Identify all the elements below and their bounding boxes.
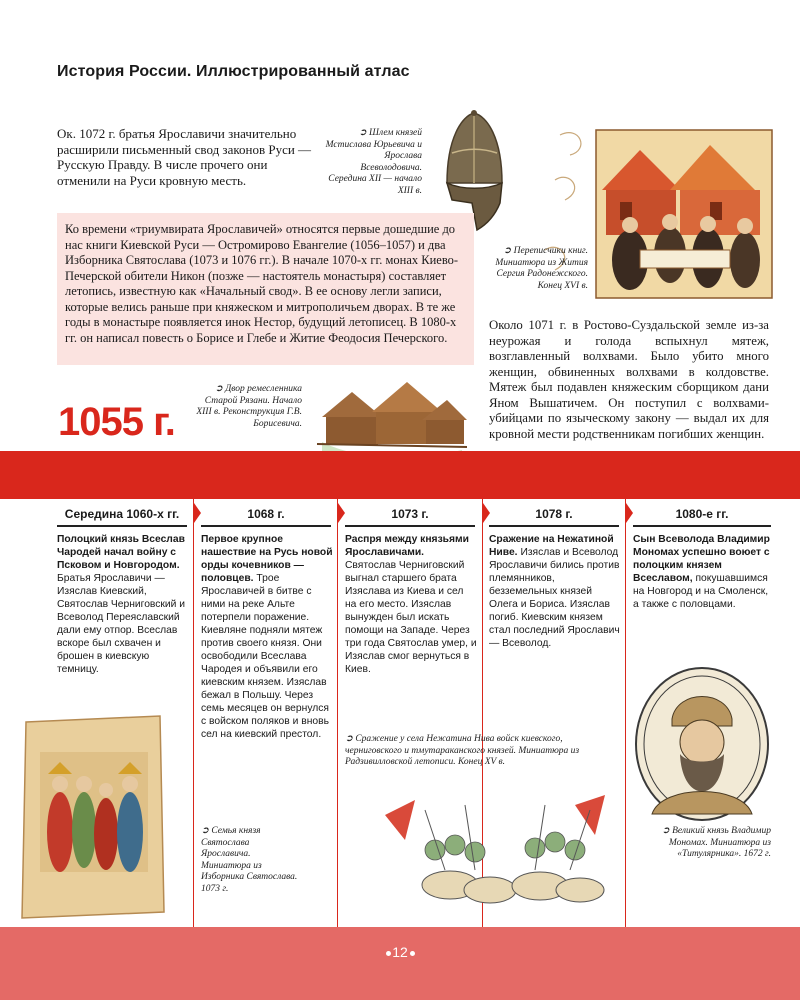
arrow-icon: ➲	[214, 384, 226, 394]
timeline-entry	[201, 533, 333, 741]
column-divider	[337, 499, 338, 927]
timeline-entry-title: Сражение на Нежатиной Ниве.	[489, 534, 614, 558]
courtyard-caption: ➲ Двор ремесленника Старой Рязани. Начало XIII в. Реконструкция Г.В. Борисевича.	[196, 384, 302, 429]
timeline-date: 1080-е гг.	[633, 507, 771, 527]
monomakh-portrait	[632, 664, 772, 824]
battle-miniature	[345, 790, 615, 920]
family-miniature	[18, 712, 168, 922]
timeline-entry-text: Братья Ярославичи — Изяслав Киевский, Святослав Черниговский и Всеволод Переяславский дали ему отпор. Всеслав вскоре был схвачен и брошен в киевскую темницу.	[57, 573, 186, 675]
arrow-icon: ➲	[358, 128, 370, 138]
divider-notch	[194, 503, 201, 523]
intro-paragraph: Ок. 1072 г. братья Ярославичи значительно расширили письменный свод законов Руси — Русскую Правду. В числе прочего они отменили на Руси кровную месть.	[57, 126, 312, 188]
timeline-entry	[633, 533, 771, 611]
timeline-band	[0, 451, 800, 499]
arrow-icon: ➲	[661, 826, 673, 836]
column-divider	[193, 499, 194, 927]
column-divider	[625, 499, 626, 927]
family-caption: ➲ Семья князя Святослава Ярославича. Миниатюра из Изборника Святослава. 1073 г.	[201, 826, 298, 894]
page-title: История России. Иллюстрированный атлас	[57, 63, 410, 80]
timeline-entry-title: Полоцкий князь Всеслав Чародей начал войну с Псковом и Новгородом.	[57, 534, 185, 571]
arrow-icon: ➲	[201, 826, 212, 836]
timeline-entry-text: Изяслав и Всеволод Ярославичи бились против племянников, безземельных князей Олега и Бориса. Изяслав погиб. Киевским князем стал последний Ярославич — Всеволод.	[489, 547, 620, 649]
timeline-date: Середина 1060-х гг.	[57, 507, 187, 527]
arrow-icon: ➲	[503, 246, 514, 256]
battle-caption: ➲ Сражение у села Нежатина Нива войск киевского, черниговского и тмутараканского князей. Миниатюра из Радзивилловской летописи. Конец XV в.	[345, 734, 580, 767]
timeline-entry	[57, 533, 189, 676]
arrow-icon: ➲	[345, 734, 356, 744]
chronicles-text: Ко времени «триумвирата Ярославичей» относятся первые дошедшие до нас книги Киевской Руси — Остромирово Евангелие (1056–1057) и два Изборника Святослава (1073 и 1076 гг.). В начале 1070-х гг. монах Киево-Печерской обители Никон (позже — настоятель монастыря) составляет летопись, известную как «Начальный свод». В ее основу легли записи, которые велись раньше при княжеском и митрополичьем дворах. В те же годы в монастыре появляется инок Нестор, будущий летописец. В 1080-х гг. он написал повесть о Борисе и Глебе и Житие Феодосия Печерского.	[65, 222, 459, 345]
timeline-date: 1073 г.	[345, 507, 475, 527]
divider-notch	[626, 503, 633, 523]
timeline-entry-text: покушавшимся на Новгород и на Смоленск, а также с половцами.	[633, 573, 769, 610]
timeline-date: 1078 г.	[489, 507, 619, 527]
timeline-entry-title: Первое крупное нашествие на Русь новой орды кочевников — половцев.	[201, 534, 333, 584]
helmet-caption: ➲ Шлем князей Мстислава Юрьевича и Ярослава Всеволодовича. Середина XII — начало XIII в.	[325, 128, 422, 196]
divider-notch	[338, 503, 345, 523]
timeline-entry-title: Распря между князьями Ярославичами.	[345, 534, 469, 558]
timeline-date: 1068 г.	[201, 507, 331, 527]
timeline-entry-text: Святослав Черниговский выгнал старшего брата Изяслава из Киева и сел на его место. Изяслав вынужден был искать помощи на Западе. Через три года Святослав умер, и Изяслав смог вернуться в Киев.	[345, 560, 477, 675]
year-heading: 1055 г.	[58, 400, 175, 444]
timeline-entry	[345, 533, 477, 676]
monomakh-caption: ➲ Великий князь Владимир Мономах. Миниатюра из «Титулярника». 1672 г.	[661, 826, 771, 859]
page-number: 12	[392, 944, 408, 960]
bullet-icon	[410, 951, 415, 956]
timeline-entry-text: Трое Ярославичей в битве с ними на реке Альте потерпели поражение. Киевляне подняли мятеж против своего князя. Они освободили Всеслава Чародея и объявили его киевским князем. Изяслав бежал в Польшу. Через семь месяцев он вернулся с войском поляков и вновь сел на киевский престол.	[201, 573, 329, 740]
timeline-entry	[489, 533, 621, 650]
timeline-entry-title: Сын Всеволода Владимир Мономах успешно воюет с полоцким князем Всеславом,	[633, 534, 770, 584]
uprising-paragraph: Около 1071 г. в Ростово-Суздальской земле из-за неурожая и голода вспыхнул мятеж, возглавленный волхвами. Было убито много женщин, обвиненных волхвами в колдовстве. Мятеж был подавлен княжеским сборщиком дани Яном Вышатичем. Он поступил с волхвами-убийцами по языческому закону — выдал их для кровной мести родственникам погибших женщин.	[489, 318, 769, 441]
scribes-caption: ➲ Переписчики книг. Миниатюра из Жития Сергия Радонежского. Конец XVI в.	[495, 246, 588, 291]
page-footer	[0, 927, 800, 1000]
